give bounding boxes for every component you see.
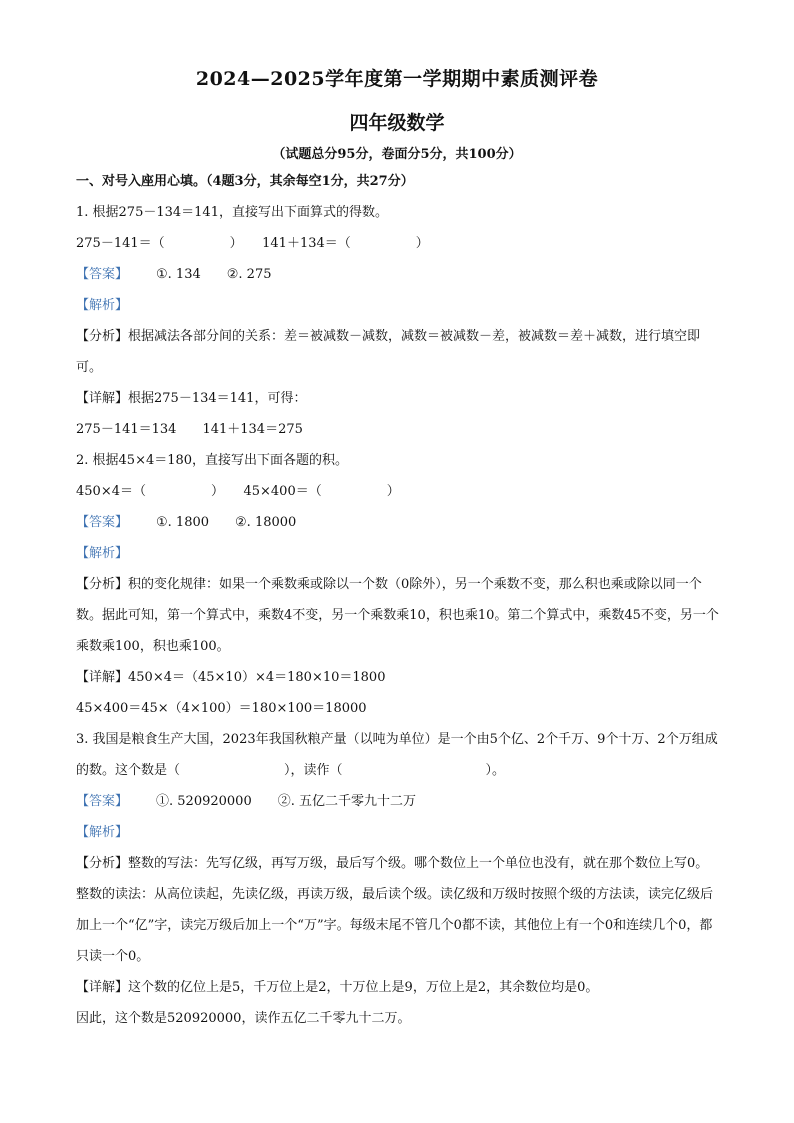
fenxi-tag: 【分析】: [76, 577, 129, 592]
q2-answer: [76, 507, 724, 538]
xiangjie-tag: 【详解】: [76, 391, 129, 406]
q3-fenxi: [76, 848, 724, 879]
q2-fenxi: [76, 569, 724, 662]
q3-xiangjie-text: 这个数的亿位上是5，千万位上是2，十万位上是9，万位上是2，其余数位均是0。: [128, 980, 599, 995]
fenxi-tag: 【分析】: [76, 329, 129, 344]
q2-exprs: 450×4＝（ ） 45×400＝（ ）: [76, 484, 400, 499]
score-note: （试题总分95分，卷面分5分，共100分）: [272, 147, 522, 162]
q2-xiangjie: [76, 662, 724, 693]
xiangjie-tag: 【详解】: [76, 980, 129, 995]
q2-analysis-tag: 【解析】: [76, 546, 129, 561]
q3-answer: [76, 786, 724, 817]
q3-fenxi-text: 整数的写法：先写亿级，再写万级，最后写个级。哪个数位上一个单位也没有，就在那个数位上写0。: [128, 856, 709, 871]
q1-stem: 1. 根据275－134＝141，直接写出下面算式的得数。: [76, 205, 388, 220]
answer-tag: 【答案】: [76, 267, 129, 282]
q1-analysis-tag: 【解析】: [76, 298, 129, 313]
q1-result: 275－141＝134 141＋134＝275: [76, 422, 303, 437]
q2-result: 45×400＝45×（4×100）＝180×100＝18000: [76, 701, 367, 716]
q1-xiangjie: [76, 383, 724, 414]
section1-heading: 一、对号入座用心填。（4题3分，其余每空1分，共27分）: [76, 174, 414, 189]
q1-fenxi: [76, 321, 724, 383]
exam-title: 2024—2025学年度第一学期期中素质测评卷: [195, 68, 599, 90]
q3-answer-text: ①. 520920000 ②. 五亿二千零九十二万: [156, 794, 416, 809]
answer-tag: 【答案】: [76, 794, 129, 809]
q3-stem: 3. 我国是粮食生产大国，2023年我国秋粮产量（以吨为单位）是一个由5个亿、2个千万、9个十万、2个万组成的数。这个数是（ ），读作（ ）。: [76, 732, 718, 778]
q1-answer-text: ①. 134 ②. 275: [156, 267, 272, 282]
answer-tag: 【答案】: [76, 515, 129, 530]
q1-answer: [76, 259, 724, 290]
exam-subject: 四年级数学: [349, 112, 445, 134]
q1-xiangjie-text: 根据275－134＝141，可得：: [128, 391, 307, 406]
q3-xiangjie: [76, 972, 724, 1003]
q2-stem: 2. 根据45×4＝180，直接写出下面各题的积。: [76, 453, 349, 468]
q1-exprs: 275－141＝（ ） 141＋134＝（ ）: [76, 236, 429, 251]
q1-fenxi-text: 根据减法各部分间的关系：差＝被减数－减数，减数＝被减数－差，被减数＝差＋减数，进行填空即可。: [76, 329, 701, 375]
q3-conclusion: 因此，这个数是520920000，读作五亿二千零九十二万。: [76, 1011, 411, 1026]
q2-xiangjie-text: 450×4＝（45×10）×4＝180×10＝1800: [128, 670, 386, 685]
q3-analysis-tag: 【解析】: [76, 825, 129, 840]
exam-content: [76, 166, 724, 1034]
q3-reading: 整数的读法：从高位读起，先读亿级，再读万级，最后读个级。读亿级和万级时按照个级的方法读，读完亿级后加上一个“亿”字，读完万级后加上一个“万”字。每级末尾不管几个0都不读，其他位上有一个0和连续几个0，都只读一个0。: [76, 887, 714, 964]
fenxi-tag: 【分析】: [76, 856, 129, 871]
xiangjie-tag: 【详解】: [76, 670, 129, 685]
q2-answer-text: ①. 1800 ②. 18000: [156, 515, 297, 530]
q2-fenxi-text: 积的变化规律：如果一个乘数乘或除以一个数（0除外），另一个乘数不变，那么积也乘或除以同一个数。据此可知，第一个算式中，乘数4不变，另一个乘数乘10，积也乘10。第二个算式中，乘数45不变，另一个乘数乘100，积也乘100。: [76, 577, 719, 654]
